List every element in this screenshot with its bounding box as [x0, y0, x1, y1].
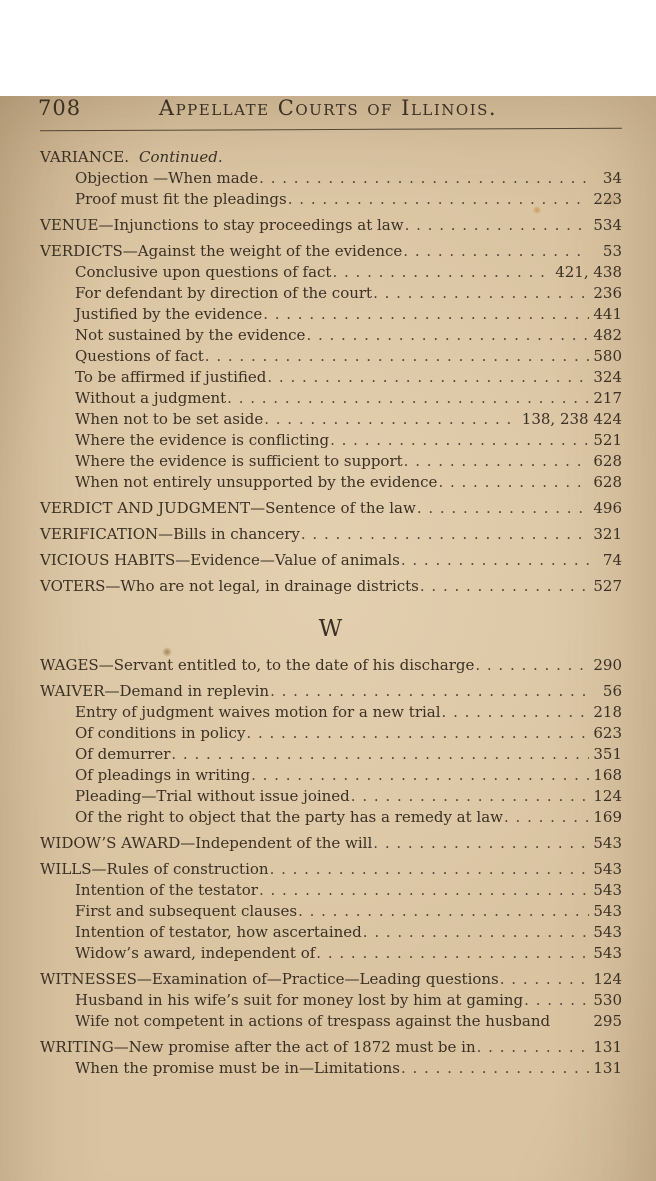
entry-text: Proof must fit the pleadings — [75, 190, 287, 208]
entry-page-number: 534 — [593, 216, 622, 234]
entry-page-number: 131 — [593, 1038, 622, 1056]
running-title: Appellate Courts of Illinois. — [158, 96, 498, 120]
entry-label — [75, 880, 258, 901]
dot-leader — [524, 990, 589, 1005]
entry-page-number: 74 — [602, 551, 622, 569]
entry-page-number: 521 — [593, 431, 622, 449]
entry-text: Questions of fact — [75, 347, 204, 365]
dot-leader — [263, 304, 589, 319]
entry-page-number: 223 — [593, 190, 622, 208]
entry-label — [75, 990, 523, 1011]
entry-label — [75, 702, 441, 723]
entry-page-number: 543 — [593, 860, 622, 878]
entry-page-number: 124 — [593, 970, 622, 988]
book-page — [0, 96, 656, 1181]
index-entry — [40, 241, 622, 262]
entry-text: Of demurrer — [75, 745, 171, 763]
index-entry — [40, 786, 622, 807]
entry-text: VENUE—Injunctions to stay proceedings at law — [40, 216, 404, 234]
entry-label — [40, 147, 223, 168]
entry-text: Without a judgment — [75, 389, 227, 407]
index-entry — [40, 451, 622, 472]
index-entry — [40, 524, 622, 545]
entry-label — [40, 550, 400, 571]
dot-leader — [267, 367, 589, 382]
entry-page-number: 56 — [602, 682, 622, 700]
entry-label — [75, 304, 262, 325]
entry-label — [40, 1037, 476, 1058]
dot-leader — [417, 498, 589, 513]
entry-label — [75, 409, 263, 430]
dot-leader — [477, 1037, 589, 1052]
entry-label — [40, 681, 269, 702]
dot-leader — [363, 922, 589, 937]
index-entry — [40, 409, 622, 430]
entry-text: WAGES—Servant entitled to, to the date of his discharge — [40, 656, 475, 674]
index-entry — [40, 744, 622, 765]
dot-leader — [405, 215, 589, 230]
index-entry — [40, 576, 622, 597]
entry-text: To be affirmed if justified — [75, 368, 267, 386]
index-entry — [40, 922, 622, 943]
index-entry — [40, 969, 622, 990]
entry-label — [75, 367, 266, 388]
index-entry — [40, 550, 622, 571]
entry-page-number: 124 — [593, 787, 622, 805]
entry-text: Not sustained by the evidence — [75, 326, 306, 344]
entry-continued: Continued. — [139, 148, 223, 166]
entry-page-number: 530 — [593, 991, 622, 1009]
index-entry — [40, 189, 622, 210]
entry-page-number: 580 — [593, 347, 622, 365]
index-entry — [40, 304, 622, 325]
dot-leader — [403, 241, 589, 256]
entry-text: Pleading—Trial without issue joined — [75, 787, 350, 805]
entry-text: VARIANCE. — [40, 148, 130, 166]
entry-page-number: 290 — [593, 656, 622, 674]
entry-label — [75, 765, 250, 786]
header-rule — [40, 128, 622, 132]
entry-text: First and subsequent clauses — [75, 902, 298, 920]
dot-leader — [442, 702, 589, 717]
entry-page-number: 34 — [602, 169, 622, 187]
entry-page-number: 543 — [593, 834, 622, 852]
entry-text: VERDICT AND JUDGMENT—Sentence of the law — [40, 499, 416, 517]
dot-leader — [288, 189, 589, 204]
entry-text: Of conditions in policy — [75, 724, 246, 742]
entry-label — [75, 744, 170, 765]
entry-page-number: 324 — [593, 368, 622, 386]
entry-label — [40, 859, 269, 880]
entry-page-number: 53 — [602, 242, 622, 260]
index-entry — [40, 1058, 622, 1079]
index-entry — [40, 346, 622, 367]
dot-leader — [270, 859, 589, 874]
entry-page-number: 482 — [593, 326, 622, 344]
entry-text: Intention of the testator — [75, 881, 258, 899]
index-entry — [40, 1037, 622, 1058]
dot-leader — [246, 723, 589, 738]
index-entry — [40, 833, 622, 854]
entry-text: VERIFICATION—Bills in chancery — [40, 525, 300, 543]
page-number: 708 — [38, 96, 82, 120]
entry-page-number: 321 — [593, 525, 622, 543]
dot-leader — [330, 430, 589, 445]
index-entry — [40, 325, 622, 346]
entry-page-number: 351 — [593, 745, 622, 763]
entry-label — [40, 215, 404, 236]
dot-leader — [316, 943, 589, 958]
entry-text: For defendant by direction of the court — [75, 284, 373, 302]
entry-label — [75, 1058, 400, 1079]
entry-label — [75, 451, 403, 472]
entry-page-number: 543 — [593, 881, 622, 899]
entry-text: VERDICTS—Against the weight of the evidence — [40, 242, 403, 260]
dot-leader — [306, 325, 589, 340]
dot-leader — [373, 833, 589, 848]
entry-page-number: 543 — [593, 923, 622, 941]
entry-text: When not to be set aside — [75, 410, 264, 428]
entry-label — [40, 524, 300, 545]
section-heading: W — [318, 616, 344, 642]
index-entry — [40, 943, 622, 964]
dot-leader — [224, 147, 619, 162]
dot-leader — [551, 1011, 589, 1026]
dot-leader — [420, 576, 589, 591]
dot-leader — [205, 346, 589, 361]
entry-label — [75, 283, 372, 304]
entry-text: Entry of judgment waives motion for a new trial — [75, 703, 441, 721]
entry-label — [75, 786, 350, 807]
dot-leader — [227, 388, 589, 403]
entry-page-number: 527 — [593, 577, 622, 595]
entry-label — [75, 168, 258, 189]
entry-label — [40, 576, 419, 597]
entry-label — [75, 388, 226, 409]
entry-label — [75, 325, 305, 346]
entry-label — [40, 833, 372, 854]
entry-text: VICIOUS HABITS—Evidence—Value of animals — [40, 551, 400, 569]
index-list — [40, 147, 622, 1079]
dot-leader — [401, 1058, 589, 1073]
entry-label — [75, 901, 297, 922]
entry-page-number: 628 — [593, 452, 622, 470]
dot-leader — [259, 168, 589, 183]
dot-leader — [264, 409, 519, 424]
entry-page-number: 138, 238 424 — [521, 410, 622, 428]
entry-page-number: 628 — [593, 473, 622, 491]
page-header — [38, 96, 618, 122]
entry-page-number: 543 — [593, 944, 622, 962]
entry-label — [75, 346, 204, 367]
dot-leader — [298, 901, 589, 916]
entry-text: Where the evidence is sufficient to support — [75, 452, 403, 470]
entry-text: When not entirely unsupported by the evidence — [75, 473, 438, 491]
entry-page-number: 218 — [593, 703, 622, 721]
entry-page-number: 236 — [593, 284, 622, 302]
entry-label — [40, 655, 474, 676]
entry-text: WAIVER—Demand in replevin — [40, 682, 270, 700]
index-entry — [40, 681, 622, 702]
index-entry — [40, 388, 622, 409]
entry-text: Widow’s award, independent of — [75, 944, 316, 962]
index-entry — [40, 498, 622, 519]
entry-text: WRITING—New promise after the act of 1872 must be in — [40, 1038, 476, 1056]
index-entry — [40, 655, 622, 676]
index-entry — [40, 367, 622, 388]
index-entry — [40, 990, 622, 1011]
dot-leader — [504, 807, 589, 822]
index-entry — [40, 147, 622, 168]
entry-text: Husband in his wife’s suit for money lost by him at gaming — [75, 991, 524, 1009]
entry-text: When the promise must be in—Limitations — [75, 1059, 400, 1077]
index-entry — [40, 168, 622, 189]
entry-text: Conclusive upon questions of fact — [75, 263, 332, 281]
entry-label — [75, 189, 287, 210]
dot-leader — [332, 262, 552, 277]
entry-text: WILLS—Rules of construction — [40, 860, 269, 878]
entry-label — [40, 498, 416, 519]
index-entry — [40, 283, 622, 304]
dot-leader — [401, 550, 589, 565]
index-entry — [40, 723, 622, 744]
dot-leader — [171, 744, 589, 759]
entry-page-number: 543 — [593, 902, 622, 920]
entry-text: Wife not competent in actions of trespass against the husband — [75, 1012, 551, 1030]
dot-leader — [351, 786, 589, 801]
dot-leader — [251, 765, 589, 780]
dot-leader — [270, 681, 589, 696]
entry-text: Of the right to object that the party has a remedy at law — [75, 808, 503, 826]
entry-page-number: 131 — [593, 1059, 622, 1077]
entry-page-number: 295 — [593, 1012, 622, 1030]
entry-text: Of pleadings in writing — [75, 766, 251, 784]
index-entry — [40, 1011, 622, 1032]
index-entry — [40, 262, 622, 283]
dot-leader — [500, 969, 589, 984]
entry-page-number: 623 — [593, 724, 622, 742]
entry-label — [75, 262, 331, 283]
entry-label — [40, 241, 402, 262]
dot-leader — [475, 655, 589, 670]
entry-page-number: 496 — [593, 499, 622, 517]
index-entry — [40, 901, 622, 922]
index-entry — [40, 859, 622, 880]
entry-label — [75, 472, 437, 493]
entry-text: Objection —When made — [75, 169, 259, 187]
dot-leader — [301, 524, 589, 539]
entry-label — [75, 723, 245, 744]
dot-leader — [259, 880, 589, 895]
index-entry — [40, 430, 622, 451]
entry-label — [75, 430, 329, 451]
entry-label — [75, 943, 315, 964]
entry-label — [75, 807, 503, 828]
dot-leader — [438, 472, 589, 487]
index-entry — [40, 807, 622, 828]
index-entry — [40, 765, 622, 786]
index-entry — [40, 880, 622, 901]
entry-page-number: 421, 438 — [555, 263, 622, 281]
index-entry — [40, 702, 622, 723]
entry-text: WIDOW’S AWARD—Independent of the will — [40, 834, 373, 852]
entry-text: WITNESSES—Examination of—Practice—Leading questions — [40, 970, 499, 988]
entry-text: VOTERS—Who are not legal, in drainage districts — [40, 577, 419, 595]
index-entry — [40, 472, 622, 493]
index-entry — [40, 215, 622, 236]
dot-leader — [404, 451, 589, 466]
dot-leader — [373, 283, 589, 298]
entry-label — [75, 922, 362, 943]
entry-text: Where the evidence is conflicting — [75, 431, 330, 449]
entry-page-number: 169 — [593, 808, 622, 826]
entry-label — [75, 1011, 550, 1032]
entry-page-number: 168 — [593, 766, 622, 784]
entry-text: Intention of testator, how ascertained — [75, 923, 362, 941]
entry-page-number: 217 — [593, 389, 622, 407]
entry-page-number: 441 — [593, 305, 622, 323]
entry-text: Justified by the evidence — [75, 305, 263, 323]
entry-label — [40, 969, 499, 990]
